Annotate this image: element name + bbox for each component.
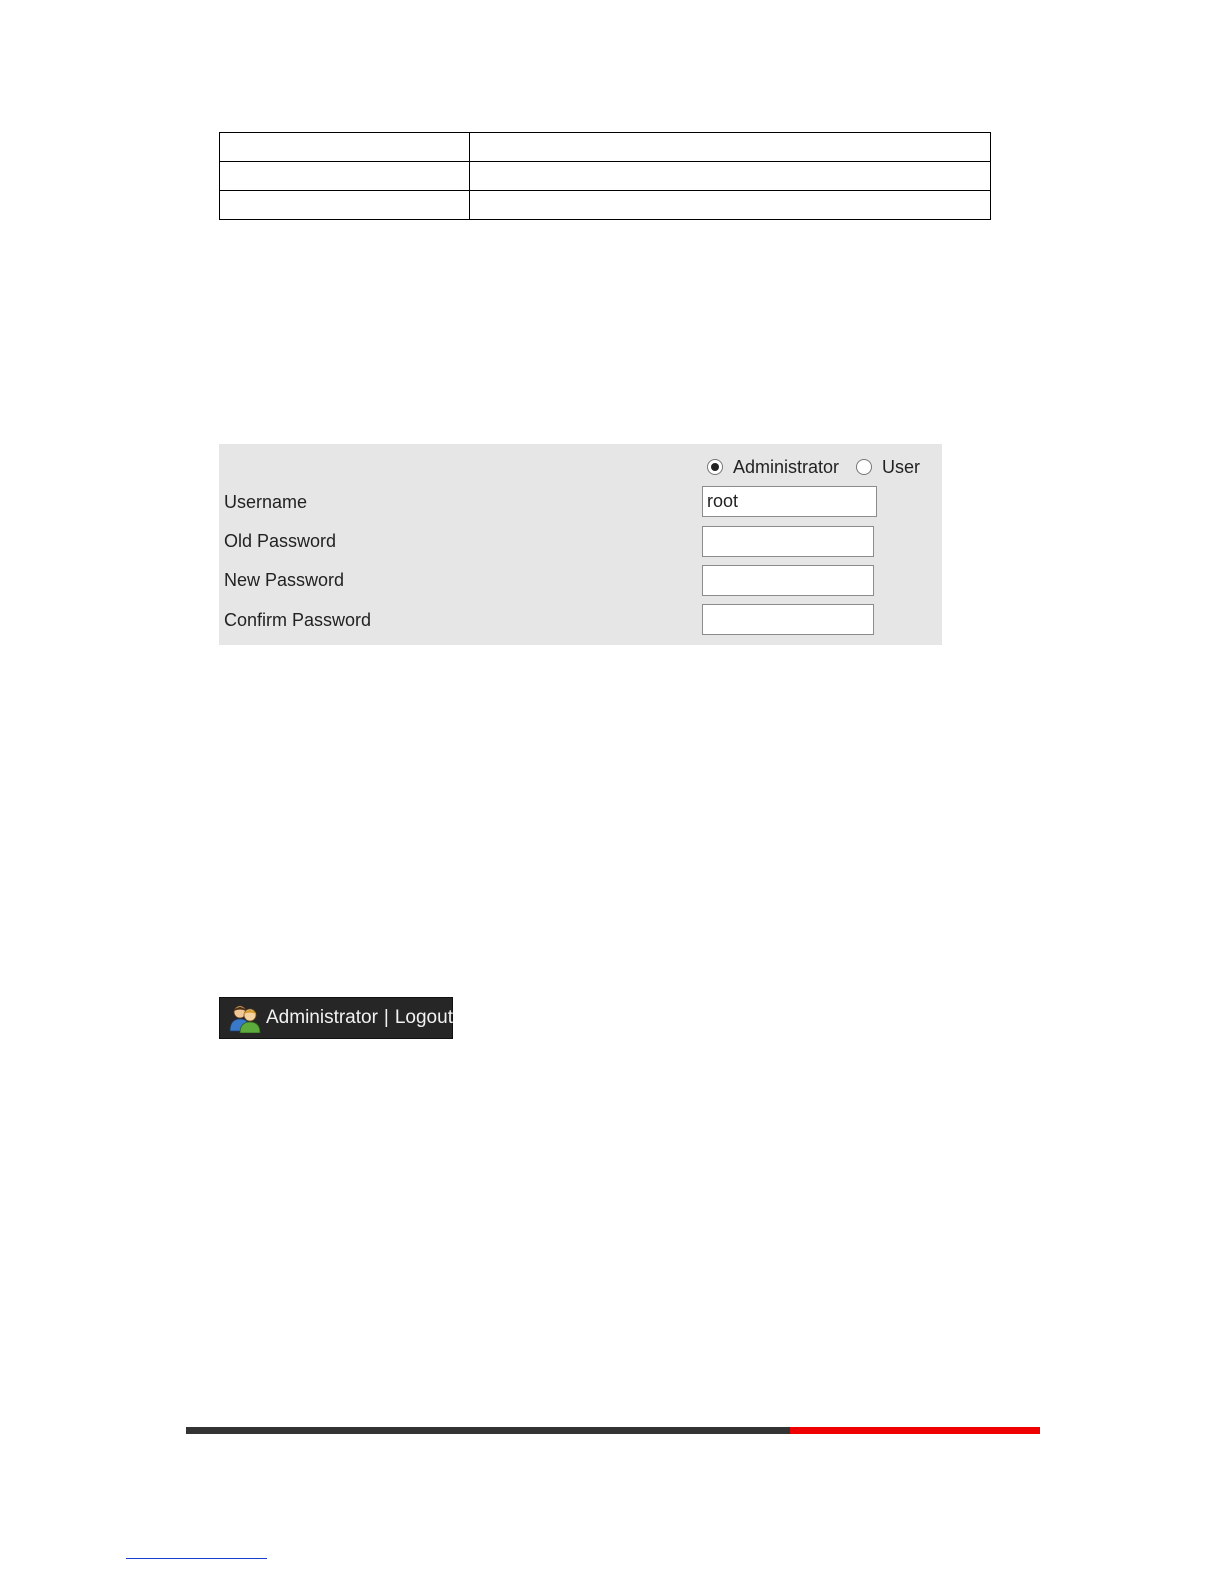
table-cell	[220, 191, 470, 220]
confirm-password-label: Confirm Password	[224, 610, 372, 630]
table-row	[220, 162, 991, 191]
username-field[interactable]	[702, 486, 877, 517]
table-row	[220, 191, 991, 220]
old-password-field[interactable]	[702, 526, 874, 557]
new-password-label: New Password	[224, 570, 345, 590]
old-password-label: Old Password	[224, 531, 337, 551]
current-role-text: Administrator	[266, 1007, 378, 1028]
bar-separator: |	[383, 1007, 389, 1028]
new-password-field[interactable]	[702, 565, 874, 596]
user-radio[interactable]	[856, 459, 872, 475]
user-status-bar	[219, 997, 453, 1039]
table-cell	[220, 162, 470, 191]
username-label: Username	[224, 492, 308, 512]
administrator-radio-label[interactable]: Administrator	[733, 456, 840, 477]
administrator-radio[interactable]	[707, 459, 723, 475]
table-row	[220, 133, 991, 162]
account-form-panel	[219, 444, 942, 645]
role-selector	[707, 456, 920, 478]
table-cell	[220, 133, 470, 162]
user-radio-label[interactable]: User	[882, 456, 921, 477]
confirm-password-field[interactable]	[702, 604, 874, 635]
table-cell	[470, 162, 991, 191]
footer-bar-accent	[790, 1427, 1040, 1434]
table-cell	[470, 191, 991, 220]
users-icon	[229, 1003, 261, 1033]
empty-table	[219, 132, 991, 220]
footer-link-underline	[126, 1558, 267, 1559]
logout-link[interactable]: Logout	[394, 1007, 453, 1028]
table-cell	[470, 133, 991, 162]
footer-bar-dark	[186, 1427, 790, 1434]
